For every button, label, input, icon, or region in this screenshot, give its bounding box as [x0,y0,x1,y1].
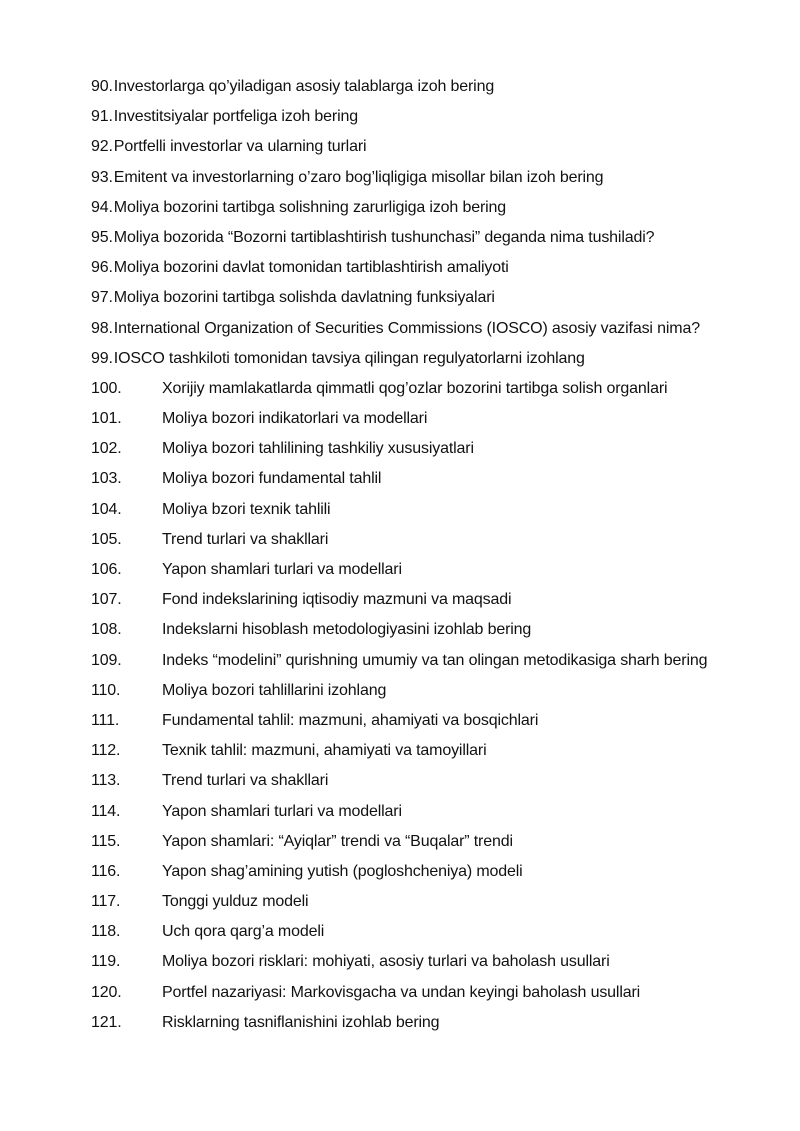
item-number: 91. [91,108,113,126]
item-number: 99. [91,349,113,367]
list-item [91,75,781,105]
list-item [91,739,781,769]
list-item [91,709,781,739]
item-text: Fond indekslarining iqtisodiy mazmuni va maqsadi [162,591,512,609]
list-item [91,498,781,528]
item-number: 120. [91,983,122,1001]
item-number: 109. [91,651,122,669]
item-number: 93. [91,168,113,186]
item-number: 100. [91,379,122,397]
item-text: Moliya bozori risklari: mohiyati, asosiy turlari va baholash usullari [162,953,610,971]
list-item [91,830,781,860]
item-number: 121. [91,1013,122,1031]
item-text: Moliya bozori tahlilining tashkiliy xususiyatlari [162,440,474,458]
item-text: Indekslarni hisoblash metodologiyasini izohlab bering [162,621,532,639]
list-item [91,618,781,648]
item-number: 114. [91,802,121,820]
list-item [91,860,781,890]
item-number: 102. [91,440,122,458]
item-text: Moliya bozorini davlat tomonidan tartiblashtirish amaliyoti [113,259,509,277]
list-item [91,1011,781,1041]
item-text: Trend turlari va shakllari [162,530,329,548]
item-number: 103. [91,470,122,488]
item-number: 98. [91,319,113,337]
item-text: Moliya bzori texnik tahlili [162,500,331,518]
list-item [91,226,781,256]
list-item [91,981,781,1011]
list-item [91,437,781,467]
item-number: 104. [91,500,122,518]
item-number: 96. [91,259,113,277]
list-item [91,467,781,497]
list-item [91,588,781,618]
list-item [91,347,781,377]
item-text: Emitent va investorlarning o’zaro bog’liqligiga misollar bilan izoh bering [113,168,604,186]
item-number: 92. [91,138,113,156]
item-text: Yapon shamlari: “Ayiqlar” trendi va “Buqalar” trendi [162,832,513,850]
item-number: 94. [91,198,113,216]
list-item [91,558,781,588]
item-text: Portfelli investorlar va ularning turlari [113,138,367,156]
list-item [91,286,781,316]
item-number: 107. [91,591,122,609]
list-item [91,679,781,709]
item-text: Yapon shamlari turlari va modellari [162,561,402,578]
item-text: Indeks “modelini” qurishning umumiy va tan olingan metodikasiga sharh bering [162,651,708,669]
list-item [91,196,781,226]
item-text: Tonggi yulduz modeli [162,893,309,911]
item-text: Moliya bozorini tartibga solishda davlatning funksiyalari [113,289,495,307]
item-text: Xorijiy mamlakatlarda qimmatli qog’ozlar bozorini tartibga solish organlari [162,379,668,397]
list-item [91,105,781,135]
item-number: 116. [91,862,121,880]
item-text: Yapon shag’amining yutish (pogloshcheniya) modeli [162,862,523,880]
item-text: Investitsiyalar portfeliga izoh bering [113,108,359,126]
item-number: 111. [91,711,120,729]
list-item [91,649,781,679]
item-number: 117. [91,893,121,911]
item-text: International Organization of Securities Commissions (IOSCO) asosiy vazifasi nima? [113,319,700,337]
item-text: Fundamental tahlil: mazmuni, ahamiyati va bosqichlari [162,711,539,729]
item-text: Moliya bozori fundamental tahlil [162,470,382,488]
item-number: 119. [91,953,121,971]
item-text: IOSCO tashkiloti tomonidan tavsiya qilingan regulyatorlarni izohlang [113,349,585,367]
item-number: 97. [91,289,113,307]
list-item [91,256,781,286]
item-number: 95. [91,228,113,246]
list-item [91,890,781,920]
item-number: 106. [91,561,122,578]
item-text: Moliya bozori tahlillarini izohlang [162,681,387,699]
item-number: 110. [91,681,121,699]
item-text: Trend turlari va shakllari [162,772,329,790]
item-text: Yapon shamlari turlari va modellari [162,802,402,820]
item-number: 113. [91,772,121,790]
item-number: 90. [91,78,113,95]
item-number: 118. [91,923,121,941]
item-text: Texnik tahlil: mazmuni, ahamiyati va tamoyillari [162,742,487,760]
item-number: 101. [91,410,122,428]
list-item [91,528,781,558]
list-item [91,407,781,437]
list-item [91,950,781,980]
item-text: Investorlarga qo’yiladigan asosiy talablarga izoh bering [113,78,495,95]
item-text: Moliya bozori indikatorlari va modellari [162,410,428,428]
list-item [91,166,781,196]
list-item [91,135,781,165]
list-item [91,317,781,347]
item-number: 108. [91,621,122,639]
item-number: 115. [91,832,121,850]
item-text: Portfel nazariyasi: Markovisgacha va undan keyingi baholash usullari [162,983,641,1001]
item-number: 112. [91,742,121,760]
item-text: Risklarning tasniflanishini izohlab bering [162,1013,440,1031]
question-list [91,75,781,1041]
item-number: 105. [91,530,122,548]
item-text: Uch qora qarg’a modeli [162,923,325,941]
list-item [91,800,781,830]
item-text: Moliya bozorida “Bozorni tartiblashtirish tushunchasi” deganda nima tushiladi? [113,228,655,246]
item-text: Moliya bozorini tartibga solishning zarurligiga izoh bering [113,198,507,216]
list-item [91,769,781,799]
list-item [91,377,781,407]
list-item [91,920,781,950]
